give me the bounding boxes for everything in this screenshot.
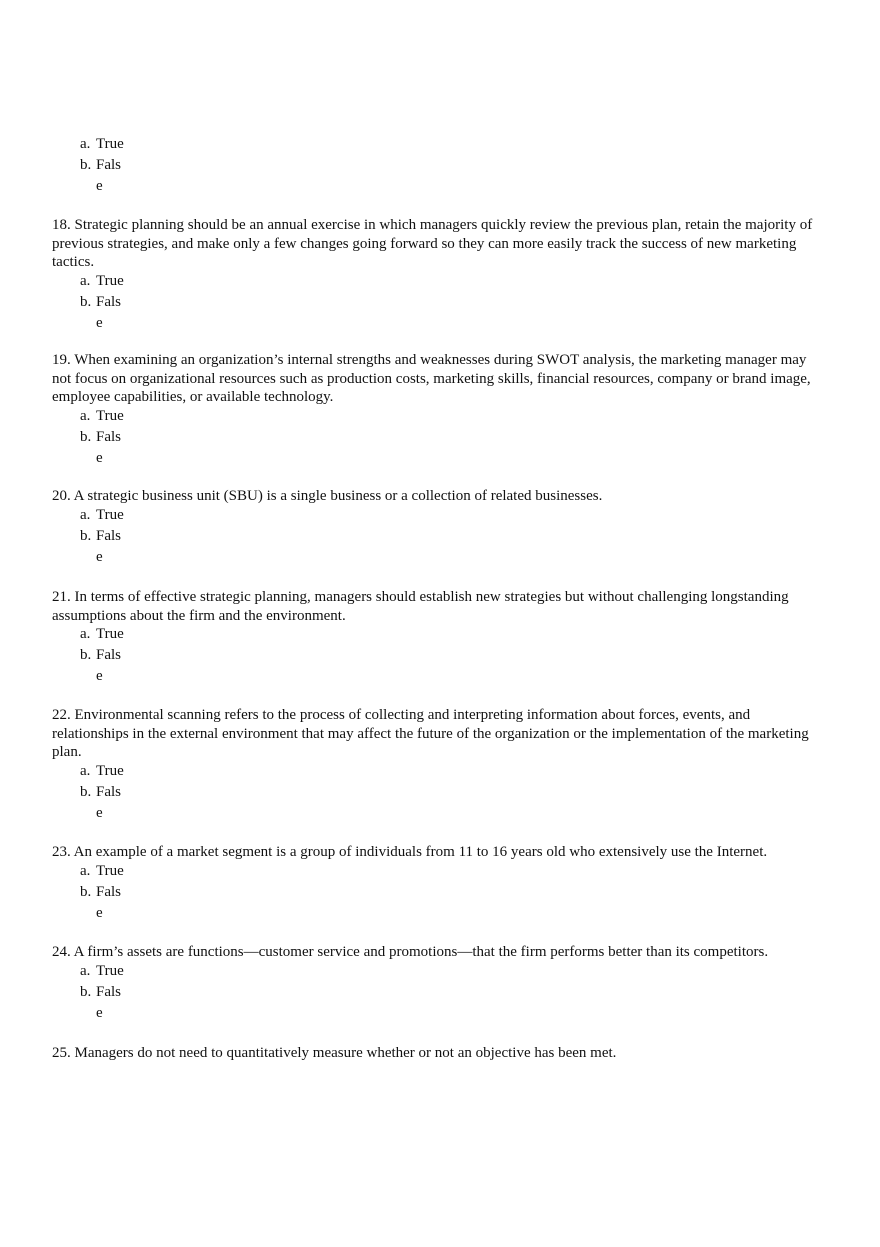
option-a-text: True xyxy=(96,962,124,979)
question-22 xyxy=(52,706,827,825)
question-21 xyxy=(52,588,827,688)
option-a-label: a. xyxy=(80,962,91,979)
option-a-label: a. xyxy=(80,862,91,879)
option-a-label: a. xyxy=(80,407,91,424)
option-b-label: b. xyxy=(80,883,92,900)
question-18 xyxy=(52,216,827,335)
question-24 xyxy=(52,943,827,1025)
option-b[interactable] xyxy=(52,883,827,904)
option-b-label: b. xyxy=(80,293,92,310)
option-b[interactable] xyxy=(52,156,827,177)
option-b-wrap xyxy=(52,1004,827,1025)
question-text: 21. In terms of effective strategic planning, managers should establish new strategies but without challenging longstanding assumptions about the firm and the environment. xyxy=(52,589,789,624)
question-20 xyxy=(52,487,827,569)
question-text: 20. A strategic business unit (SBU) is a single business or a collection of related businesses. xyxy=(52,488,603,504)
option-a[interactable] xyxy=(52,407,827,428)
option-b-text: Fals xyxy=(96,983,122,1000)
option-b-text-wrap: e xyxy=(96,1004,103,1021)
question-19 xyxy=(52,351,827,470)
question-text: 24. A firm’s assets are functions—customer service and promotions—that the firm performs better than its competitors. xyxy=(52,944,769,960)
option-b-text: Fals xyxy=(96,783,122,800)
option-b-wrap xyxy=(52,177,827,198)
option-a-label: a. xyxy=(80,272,91,289)
question-text: 25. Managers do not need to quantitatively measure whether or not an objective has been met. xyxy=(52,1045,617,1061)
option-b-wrap xyxy=(52,667,827,688)
option-b-label: b. xyxy=(80,783,92,800)
option-b-wrap xyxy=(52,548,827,569)
option-a-label: a. xyxy=(80,136,91,152)
option-b-label: b. xyxy=(80,527,92,544)
option-b-text-wrap: e xyxy=(96,668,103,684)
option-b[interactable] xyxy=(52,293,827,314)
option-b-text-wrap: e xyxy=(96,904,103,921)
option-b-wrap xyxy=(52,804,827,825)
question-17-options xyxy=(52,135,827,198)
option-b-text: Fals xyxy=(96,647,122,663)
option-a[interactable] xyxy=(52,962,827,983)
option-a-label: a. xyxy=(80,626,91,642)
option-b-label: b. xyxy=(80,428,92,445)
option-b-label: b. xyxy=(80,157,92,173)
option-a[interactable] xyxy=(52,762,827,783)
option-a-text: True xyxy=(96,862,124,879)
option-a-text: True xyxy=(96,626,124,642)
option-b[interactable] xyxy=(52,983,827,1004)
option-b-label: b. xyxy=(80,647,92,663)
option-b[interactable] xyxy=(52,527,827,548)
option-a[interactable] xyxy=(52,272,827,293)
option-a-label: a. xyxy=(80,506,91,523)
question-text: 22. Environmental scanning refers to the process of collecting and interpreting information about forces, events, and relationships in the external environment that may affect the future of the organization or the implementation of the marketing plan. xyxy=(52,707,809,760)
option-a[interactable] xyxy=(52,625,827,646)
option-b-wrap xyxy=(52,449,827,470)
question-23 xyxy=(52,843,827,925)
question-25 xyxy=(52,1044,827,1063)
option-b-wrap xyxy=(52,314,827,335)
question-text: 18. Strategic planning should be an annual exercise in which managers quickly review the previous plan, retain the majority of previous strategies, and make only a few changes going forward so they can more easily track the success of new marketing tactics. xyxy=(52,217,813,270)
option-a-label: a. xyxy=(80,762,91,779)
option-a-text: True xyxy=(96,272,124,289)
option-a[interactable] xyxy=(52,862,827,883)
option-b-text: Fals xyxy=(96,293,122,310)
question-text: 19. When examining an organization’s internal strengths and weaknesses during SWOT analysis, the marketing manager may not focus on organizational resources such as production costs, marketing skills, financial resources, company or brand image, employee capabilities, or available technology. xyxy=(52,352,811,405)
option-b-text-wrap: e xyxy=(96,548,103,565)
option-b[interactable] xyxy=(52,646,827,667)
option-b-text: Fals xyxy=(96,527,122,544)
option-b-text-wrap: e xyxy=(96,804,103,821)
option-b-wrap xyxy=(52,904,827,925)
option-a[interactable] xyxy=(52,506,827,527)
question-text: 23. An example of a market segment is a group of individuals from 11 to 16 years old who extensively use the Internet. xyxy=(52,844,768,860)
option-a-text: True xyxy=(96,762,124,779)
option-b-text-wrap: e xyxy=(96,314,103,331)
option-b-text-wrap: e xyxy=(96,178,103,194)
option-a-text: True xyxy=(96,407,124,424)
option-b-text: Fals xyxy=(96,883,122,900)
option-b-text: Fals xyxy=(96,428,122,445)
option-b-text-wrap: e xyxy=(96,449,103,466)
option-b[interactable] xyxy=(52,783,827,804)
option-b-text: Fals xyxy=(96,157,122,173)
option-b-label: b. xyxy=(80,983,92,1000)
option-a-text: True xyxy=(96,136,124,152)
option-a-text: True xyxy=(96,506,124,523)
option-a[interactable] xyxy=(52,135,827,156)
option-b[interactable] xyxy=(52,428,827,449)
